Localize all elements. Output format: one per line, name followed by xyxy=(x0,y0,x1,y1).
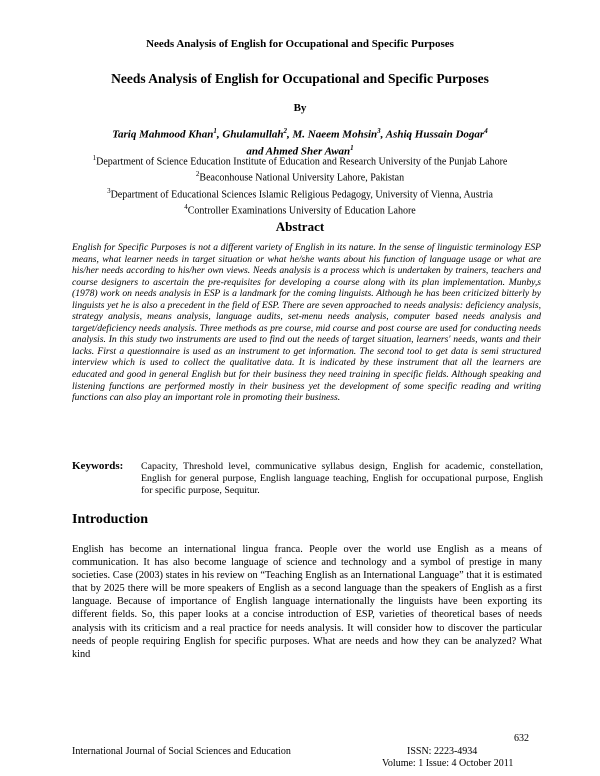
affiliation-line xyxy=(40,185,560,201)
affiliation-text: Controller Examinations University of Education Lahore xyxy=(187,205,416,217)
issn: ISSN: 2223-4934 xyxy=(407,746,478,757)
affiliation-text: Department of Educational Sciences Islamic Religious Pedagogy, University of Vienna, Austria xyxy=(110,188,493,200)
author-affiliation-mark: 3 xyxy=(377,127,381,135)
running-head: Needs Analysis of English for Occupational and Specific Purposes xyxy=(146,38,454,50)
author-separator: , xyxy=(216,128,223,141)
journal-name: International Journal of Social Sciences and Education xyxy=(72,746,291,757)
affiliations xyxy=(40,152,560,217)
affiliation-mark: 2 xyxy=(195,170,200,179)
author-affiliation-mark: 1 xyxy=(213,127,217,135)
paper-title: Needs Analysis of English for Occupational and Specific Purposes xyxy=(111,71,489,86)
author-separator: , xyxy=(380,128,386,141)
author-affiliation-mark: 2 xyxy=(283,127,288,135)
affiliation-mark: 4 xyxy=(184,202,188,211)
affiliation-line xyxy=(40,168,560,184)
author-separator: , xyxy=(287,128,293,141)
author-name: M. Naeem Mohsin xyxy=(292,128,378,141)
by-line: By xyxy=(293,102,307,114)
page-number: 632 xyxy=(514,733,529,744)
introduction-body: English has become an international lingua franca. People over the world use English as a means of communication. It has also become language of science and technology and a symbol of prestige in many societies. Case (2003) states in his review on “Teaching English as an International Language” that it is estimated that by 2025 there will be more speakers of English as a second language than the speakers of English as a first language. Because of importance of English language internationally the linguists have been exporting its different fields. So, this paper looks at a concise introduction of ESP, varieties of theoretical bases of needs analysis with its criticism and a real practice for needs analysis. It will consider how to discover the particular needs of people requiring English for specific purposes. What are needs and how they can be analyzed? What kind xyxy=(72,544,542,660)
volume-issue: Volume: 1 Issue: 4 October 2011 xyxy=(382,758,514,769)
affiliation-line xyxy=(40,201,560,217)
affiliation-line xyxy=(40,152,560,168)
affiliation-text: Department of Science Education Institute of Education and Research University of the Punjab Lahore xyxy=(96,156,508,168)
author-affiliation-mark: 4 xyxy=(484,127,488,135)
author-name: Ashiq Hussain Dogar xyxy=(385,128,485,141)
abstract-body: English for Specific Purposes is not a different variety of English in its nature. In the sense of linguistic terminology ESP means, what learner needs in target situation or what he/she wants about his function of language usage or what are his/her needs according to his/her own views. Needs analysis is a process which is undertaken by trainers, teachers and course designers to ascertain the pre-requisites for developing a course along with its plan implementation. Munby,s (1978) work on needs analysis in ESP is a landmark for the coming linguists. Although he has been criticized bitterly by linguists yet he is also a precedent in the field of ESP. There are seven approached to needs analysis: deficiency analysis, strategy analysis, means analysis, language audits, set-menu needs analysis, computer based needs analysis and target/deficiency needs analysis. Three methods as pre course, mid course and post course are used for conducting needs analysis. In this study two instruments are used to find out the needs of target situation, learners' needs, wants and their lacks. First a questionnaire is used as an instrument to get information. The second tool to get data is semi structured interview which is used to collect the qualitative data. It is indicated by these instrument that all the learners are educated and good in general English but for their business they need training in specific fields. Although speaking and listening functions are performed mostly in their business yet the development of some specific reading and writing functions can also play an important role in promoting their business. xyxy=(72,242,541,404)
keywords-label: Keywords: xyxy=(72,460,124,472)
author-name: Tariq Mahmood Khan xyxy=(112,128,214,141)
author-name: and Ahmed Sher Awan xyxy=(246,145,351,158)
author-affiliation-mark: 1 xyxy=(350,143,354,152)
affiliation-text: Beaconhouse National University Lahore, Pakistan xyxy=(199,172,405,184)
introduction-heading: Introduction xyxy=(72,512,148,527)
abstract-heading: Abstract xyxy=(275,219,325,234)
affiliation-mark: 1 xyxy=(92,154,97,162)
author-name: Ghulamullah xyxy=(222,128,284,141)
keywords-text: Capacity, Threshold level, communicative syllabus design, English for academic, constellation, English for general purpose, English language teaching, English for occupational purpose, English for specific purpose, Sequitur. xyxy=(141,461,543,497)
affiliation-mark: 3 xyxy=(107,186,111,195)
